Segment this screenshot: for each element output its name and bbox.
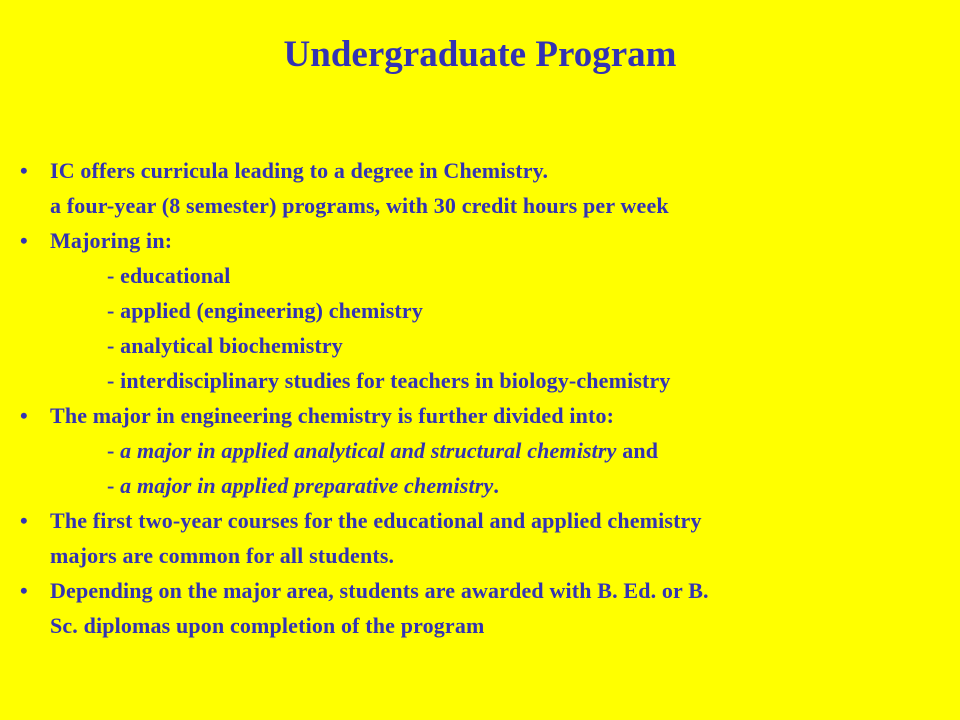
slide-title: Undergraduate Program [283,34,677,75]
bullet-text: IC offers curricula leading to a degree in Chemistry. [50,158,549,183]
bullet-item-first-courses [0,503,960,538]
sub-item-text: - interdisciplinary studies for teachers in biology-chemistry [107,368,671,393]
sub-item-dash: - [107,438,121,463]
bullet-icon: • [20,403,28,428]
sub-item-text [107,468,499,503]
sub-item-italic-text: a major in applied preparative chemistry [120,473,494,498]
sub-item-text [107,433,658,468]
bullet-icon: • [20,158,28,183]
bullet-item-degree [0,153,960,188]
sub-item-dash: - [107,473,121,498]
bullet-text: Depending on the major area, students are awarded with B. Ed. or B. [50,578,709,603]
line-text: a four-year (8 semester) programs, with 30 credit hours per week [50,193,669,218]
sub-item-italic-text: a major in applied analytical and structural chemistry [120,438,617,463]
sub-item [0,258,960,293]
bullet-icon: • [20,508,28,533]
continuation-line [0,608,960,643]
bullet-text: Majoring in: [50,228,173,253]
bullet-item-diplomas [0,573,960,608]
bullet-text: The first two-year courses for the educational and applied chemistry [50,508,702,533]
sub-item-text: - applied (engineering) chemistry [107,298,423,323]
sub-item-text: - educational [107,263,231,288]
line-text: majors are common for all students. [50,543,395,568]
continuation-line [0,188,960,223]
sub-item [0,468,960,503]
bullet-icon: • [20,228,28,253]
bullet-text: The major in engineering chemistry is further divided into: [50,403,615,428]
bullet-item-engineering-major [0,398,960,433]
sub-item-tail: . [493,473,500,498]
bullet-icon: • [20,578,28,603]
sub-item [0,363,960,398]
line-text: Sc. diplomas upon completion of the program [50,613,485,638]
sub-item [0,433,960,468]
continuation-line [0,538,960,573]
sub-item-tail: and [616,438,659,463]
sub-item [0,328,960,363]
slide-content [0,153,960,643]
sub-item [0,293,960,328]
bullet-item-majoring [0,223,960,258]
sub-item-text: - analytical biochemistry [107,333,343,358]
